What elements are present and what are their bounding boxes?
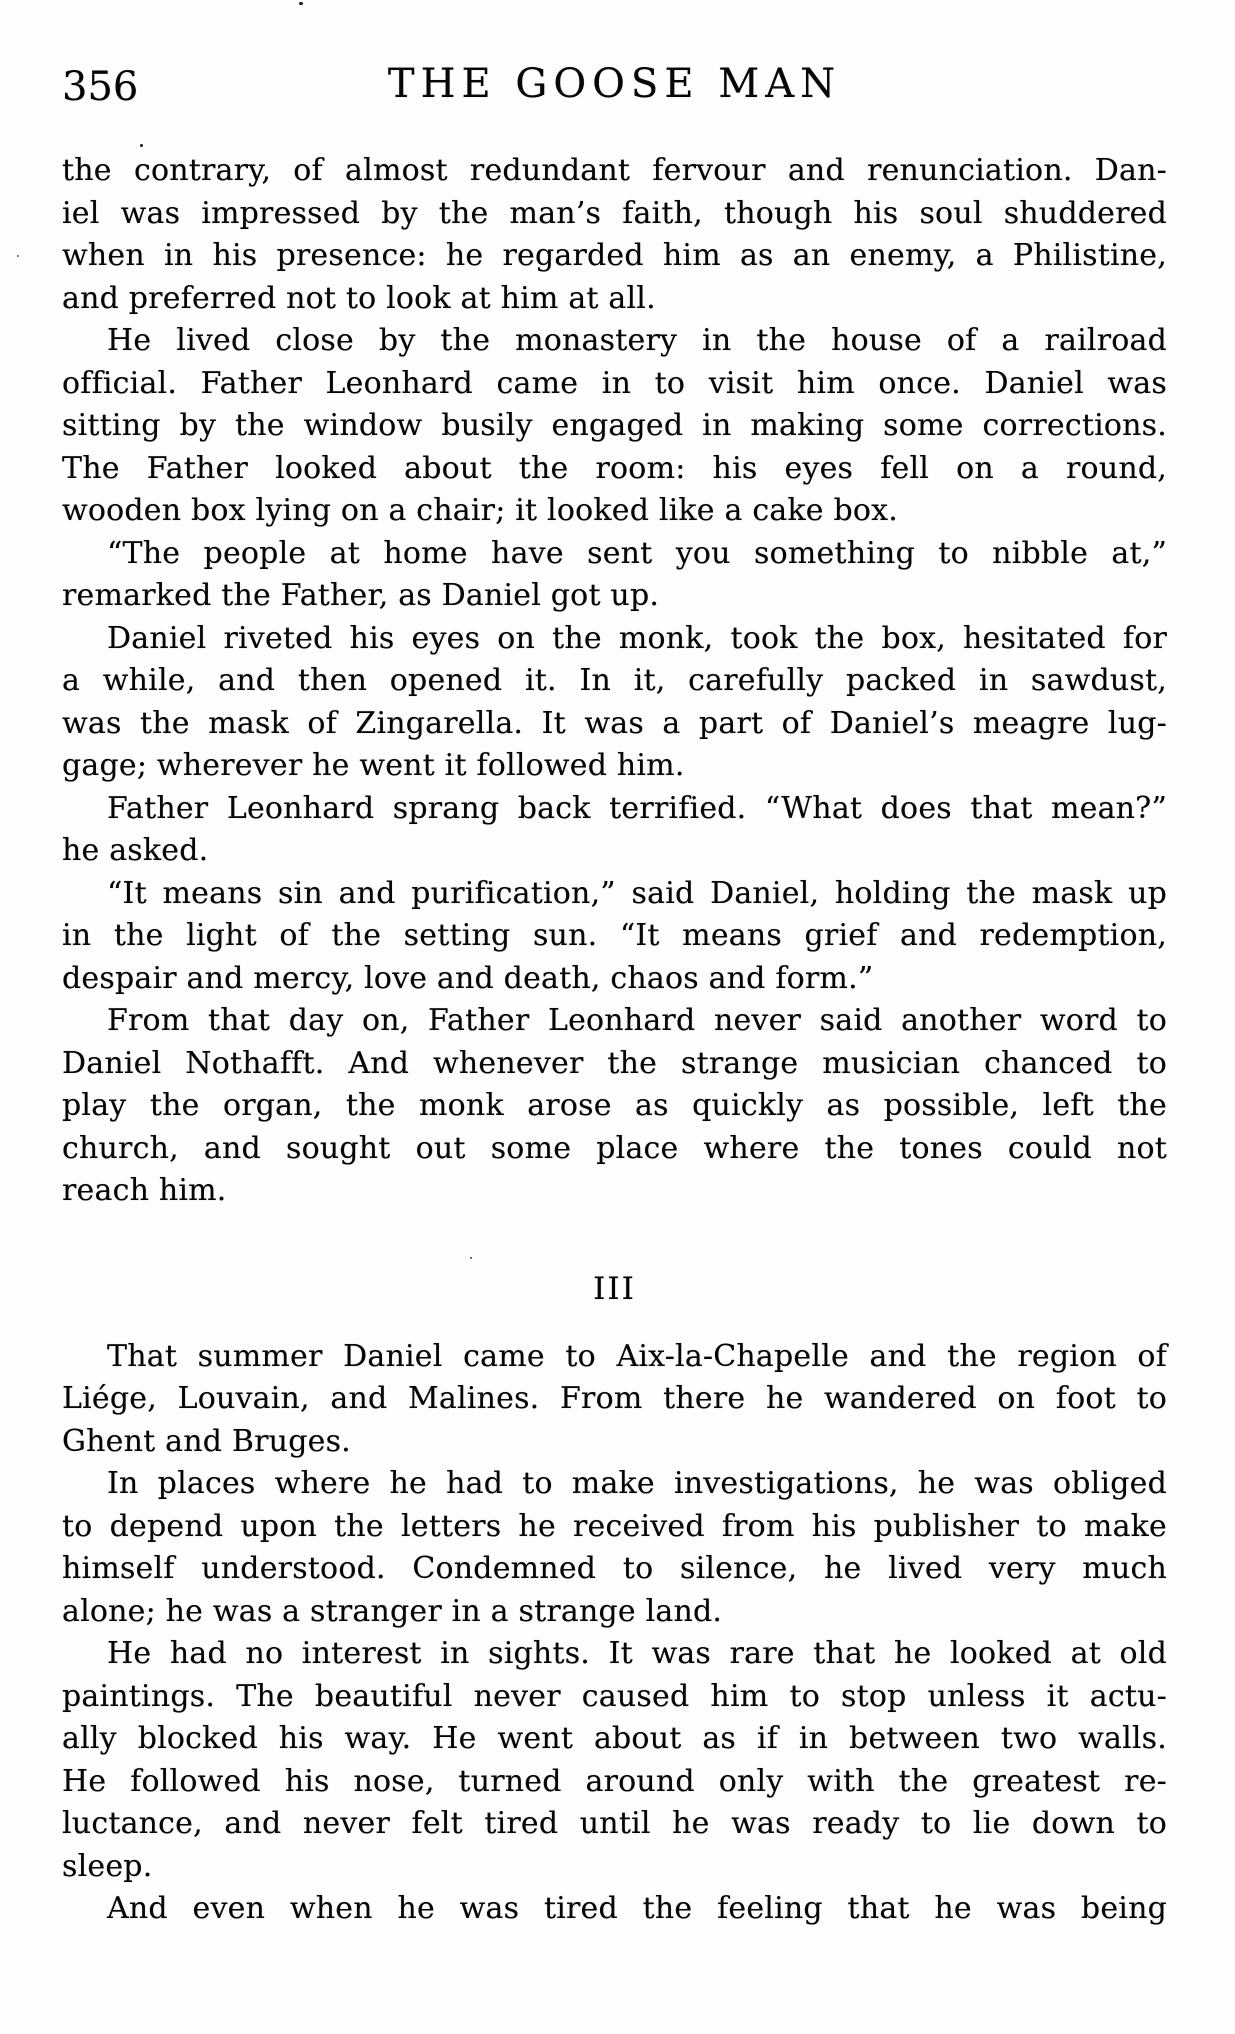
text-line: alone; he was a stranger in a strange land.: [62, 1593, 723, 1629]
paragraph: [62, 618, 1167, 788]
text-line: despair and mercy, love and death, chaos and form.”: [62, 960, 874, 996]
text-line: a while, and then opened it. In it, carefully packed in sawdust,: [62, 663, 1167, 698]
text-line: remarked the Father, as Daniel got up.: [62, 578, 660, 613]
text-line: sitting by the window busily engaged in making some corrections.: [62, 408, 1167, 443]
text-line: in the light of the setting sun. “It means grief and redemption,: [62, 918, 1167, 953]
text-line: And even when he was tired the feeling that he was being: [107, 1891, 1167, 1926]
paragraph: [62, 1888, 1167, 1931]
text-line: wooden box lying on a chair; it looked like a cake box.: [62, 493, 898, 528]
paragraph: [62, 873, 1167, 1001]
paragraph: [62, 1463, 1167, 1633]
text-line: he asked.: [62, 833, 209, 868]
text-line: Father Leonhard sprang back terrified. “What does that mean?”: [107, 790, 1167, 826]
text-line: Daniel riveted his eyes on the monk, took the box, hesitated for: [107, 620, 1167, 656]
text-line: Daniel Nothafft. And whenever the strange musician chanced to: [62, 1045, 1167, 1081]
paragraph: [62, 150, 1167, 320]
text-line: when in his presence: he regarded him as an enemy, a Philistine,: [62, 238, 1167, 273]
page-title: THE GOOSE MAN: [387, 61, 842, 107]
text-line: From that day on, Father Leonhard never said another word to: [107, 1003, 1167, 1038]
text-line: was the mask of Zingarella. It was a part of Daniel’s meagre lug-: [62, 705, 1167, 741]
text-line: “The people at home have sent you something to nibble at,”: [107, 535, 1167, 571]
text-line: and preferred not to look at him at all.: [62, 280, 656, 316]
paragraph: [62, 1633, 1167, 1888]
text-block: [62, 150, 1167, 1931]
text-line: iel was impressed by the man’s faith, though his soul shuddered: [62, 195, 1167, 231]
text-line: “It means sin and purification,” said Daniel, holding the mask up: [107, 875, 1167, 911]
text-line: Ghent and Bruges.: [62, 1423, 351, 1459]
text-line: The Father looked about the room: his eyes fell on a round,: [62, 450, 1167, 486]
page-header: [62, 61, 1167, 112]
text-line: official. Father Leonhard came in to visit him once. Daniel was: [62, 365, 1167, 401]
text-line: He lived close by the monastery in the house of a railroad: [107, 323, 1167, 358]
text-line: church, and sought out some place where the tones could not: [62, 1130, 1167, 1166]
page-number: 356: [62, 64, 139, 110]
text-line: That summer Daniel came to Aix-la-Chapelle and the region of: [107, 1338, 1167, 1374]
text-line: ally blocked his way. He went about as if in between two walls.: [62, 1721, 1167, 1756]
scan-speck: [470, 1257, 472, 1259]
text-line: sleep.: [62, 1848, 153, 1884]
text-line: Liége, Louvain, and Malines. From there he wandered on foot to: [62, 1381, 1167, 1416]
text-line: He had no interest in sights. It was rare that he looked at old: [107, 1636, 1167, 1671]
paragraph: [62, 320, 1167, 533]
scan-speck: [17, 255, 19, 257]
paragraph: [62, 1336, 1167, 1464]
text-line: to depend upon the letters he received from his publisher to make: [62, 1508, 1167, 1544]
scan-speck: [140, 144, 143, 147]
text-line: In places where he had to make investigations, he was obliged: [107, 1466, 1167, 1501]
text-line: luctance, and never felt tired until he was ready to lie down to: [62, 1806, 1167, 1841]
text-line: reach him.: [62, 1173, 227, 1208]
paragraph: [62, 788, 1167, 873]
paragraph: [62, 1000, 1167, 1213]
text-line: He followed his nose, turned around only with the greatest re-: [62, 1763, 1167, 1799]
text-line: play the organ, the monk arose as quickly as possible, left the: [62, 1088, 1167, 1123]
paragraph: [62, 533, 1167, 618]
text-line: himself understood. Condemned to silence, he lived very much: [62, 1551, 1167, 1586]
text-line: gage; wherever he went it followed him.: [62, 748, 685, 783]
scan-speck: [299, 2, 303, 5]
text-line: paintings. The beautiful never caused him to stop unless it actu-: [62, 1678, 1167, 1714]
section-heading: III: [593, 1270, 636, 1307]
text-line: the contrary, of almost redundant fervour and renunciation. Dan-: [62, 153, 1167, 188]
